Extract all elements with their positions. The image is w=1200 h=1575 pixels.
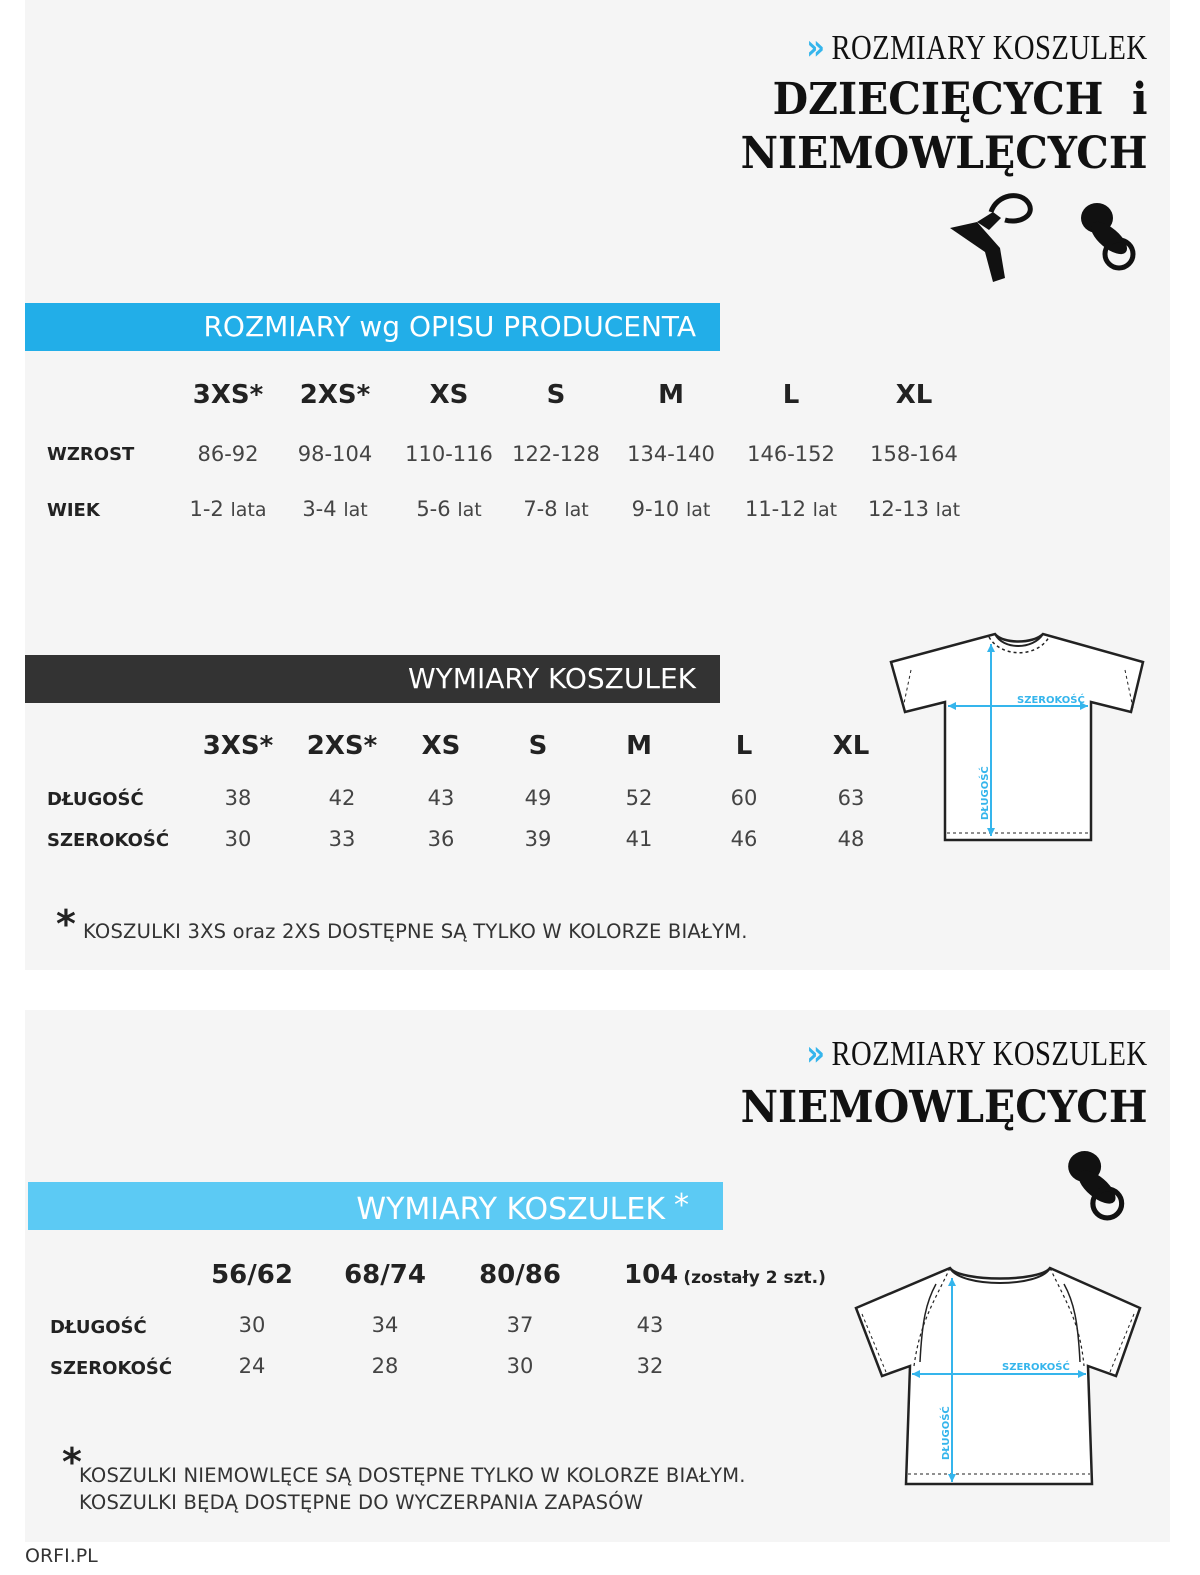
table-cell: 12-13 lat <box>867 497 961 521</box>
table-cell: 36 <box>427 827 455 851</box>
row-label-length: DŁUGOŚĆ <box>47 789 144 810</box>
asterisk-mark: * <box>62 1440 82 1484</box>
size-header: 80/86 <box>479 1260 561 1290</box>
infant-dimensions-title: WYMIARY KOSZULEK <box>356 1192 665 1227</box>
infant-availability-note-line2: KOSZULKI BĘDĄ DOSTĘPNE DO WYCZERPANIA ZAPASÓW <box>79 1491 644 1514</box>
size-header: XS <box>429 380 469 410</box>
table-cell: 24 <box>238 1354 266 1378</box>
size-header: M <box>658 380 684 410</box>
diagram-width-label: SZEROKOŚĆ <box>1017 695 1085 706</box>
producer-sizes-title: ROZMIARY wg OPISU PRODUCENTA <box>203 310 696 343</box>
stock-note: (zostały 2 szt.) <box>683 1268 826 1288</box>
table-cell: 11-12 lat <box>744 497 838 521</box>
size-header: XL <box>895 380 933 410</box>
section2-kicker: » ROZMIARY KOSZULEK <box>806 1034 1148 1074</box>
diagram-length-label: DŁUGOŚĆ <box>941 1406 952 1460</box>
row-label-width: SZEROKOŚĆ <box>47 830 170 851</box>
size-header: L <box>735 731 753 761</box>
table-cell: 49 <box>524 786 552 810</box>
size-header: M <box>626 731 652 761</box>
table-cell: 60 <box>730 786 758 810</box>
table-cell: 9-10 lat <box>631 497 711 521</box>
size-header-with-note <box>624 1260 826 1290</box>
table-cell: 37 <box>506 1313 534 1337</box>
double-chevron-icon: » <box>806 28 823 68</box>
infant-availability-note-line1: KOSZULKI NIEMOWLĘCE SĄ DOSTĘPNE TYLKO W KOLORZE BIAŁYM. <box>79 1464 746 1487</box>
slingshot-icon <box>945 190 1040 290</box>
table-cell: 5-6 lat <box>416 497 482 521</box>
table-cell: 63 <box>837 786 865 810</box>
baby-tshirt-measure-diagram <box>850 1262 1145 1492</box>
table-cell: 30 <box>506 1354 534 1378</box>
table-cell: 41 <box>625 827 653 851</box>
size-header: 56/62 <box>211 1260 293 1290</box>
diagram-length-label: DŁUGOŚĆ <box>980 766 991 820</box>
table-cell: 33 <box>328 827 356 851</box>
pacifier-icon <box>1062 1145 1134 1227</box>
table-cell: 43 <box>636 1313 664 1337</box>
table-cell: 110-116 <box>405 442 493 466</box>
section1-kicker: » ROZMIARY KOSZULEK <box>806 28 1148 68</box>
table-cell: 122-128 <box>512 442 600 466</box>
size-header: S <box>528 731 548 761</box>
size-header: 104 <box>624 1260 679 1290</box>
availability-note: KOSZULKI 3XS oraz 2XS DOSTĘPNE SĄ TYLKO W KOLORZE BIAŁYM. <box>83 920 748 943</box>
row-label-age: WIEK <box>47 500 100 521</box>
dimensions-banner <box>25 655 720 703</box>
infant-title-asterisk: * <box>674 1188 689 1223</box>
table-cell: 146-152 <box>747 442 835 466</box>
tshirt-measure-diagram <box>885 630 1150 845</box>
size-header: 68/74 <box>344 1260 426 1290</box>
table-cell: 39 <box>524 827 552 851</box>
pacifier-icon <box>1075 198 1145 276</box>
size-header: 3XS* <box>192 380 264 410</box>
table-cell: 52 <box>625 786 653 810</box>
table-cell: 158-164 <box>870 442 958 466</box>
producer-sizes-banner <box>25 303 720 351</box>
size-header: XS <box>421 731 461 761</box>
table-cell: 7-8 lat <box>523 497 589 521</box>
double-chevron-icon: » <box>806 1034 823 1074</box>
table-cell: 28 <box>371 1354 399 1378</box>
footer-brand: ORFI.PL <box>25 1545 98 1567</box>
size-header: 2XS* <box>306 731 378 761</box>
table-cell: 134-140 <box>627 442 715 466</box>
section1-title-line1: DZIECIĘCYCH i <box>773 74 1148 125</box>
asterisk-mark: * <box>56 902 76 946</box>
section2-title: NIEMOWLĘCYCH <box>741 1082 1148 1133</box>
table-cell: 86-92 <box>197 442 259 466</box>
row-label-width: SZEROKOŚĆ <box>50 1358 173 1379</box>
row-label-height: WZROST <box>47 444 135 465</box>
size-header: 2XS* <box>299 380 371 410</box>
row-label-length: DŁUGOŚĆ <box>50 1317 147 1338</box>
table-cell: 32 <box>636 1354 664 1378</box>
diagram-width-label: SZEROKOŚĆ <box>1002 1362 1070 1373</box>
table-cell: 1-2 lata <box>189 497 267 521</box>
size-header: L <box>782 380 800 410</box>
section1-title-line2: NIEMOWLĘCYCH <box>741 128 1148 179</box>
table-cell: 34 <box>371 1313 399 1337</box>
table-cell: 43 <box>427 786 455 810</box>
table-cell: 30 <box>238 1313 266 1337</box>
section1-header <box>710 28 1148 182</box>
section2-header <box>710 1034 1148 1138</box>
table-cell: 3-4 lat <box>302 497 368 521</box>
table-cell: 30 <box>224 827 252 851</box>
dimensions-title: WYMIARY KOSZULEK <box>408 662 696 695</box>
table-cell: 42 <box>328 786 356 810</box>
table-cell: 98-104 <box>297 442 373 466</box>
size-header: S <box>546 380 566 410</box>
table-cell: 46 <box>730 827 758 851</box>
table-cell: 48 <box>837 827 865 851</box>
size-header: XL <box>832 731 870 761</box>
infant-dimensions-banner <box>28 1182 723 1230</box>
table-cell: 38 <box>224 786 252 810</box>
size-header: 3XS* <box>202 731 274 761</box>
